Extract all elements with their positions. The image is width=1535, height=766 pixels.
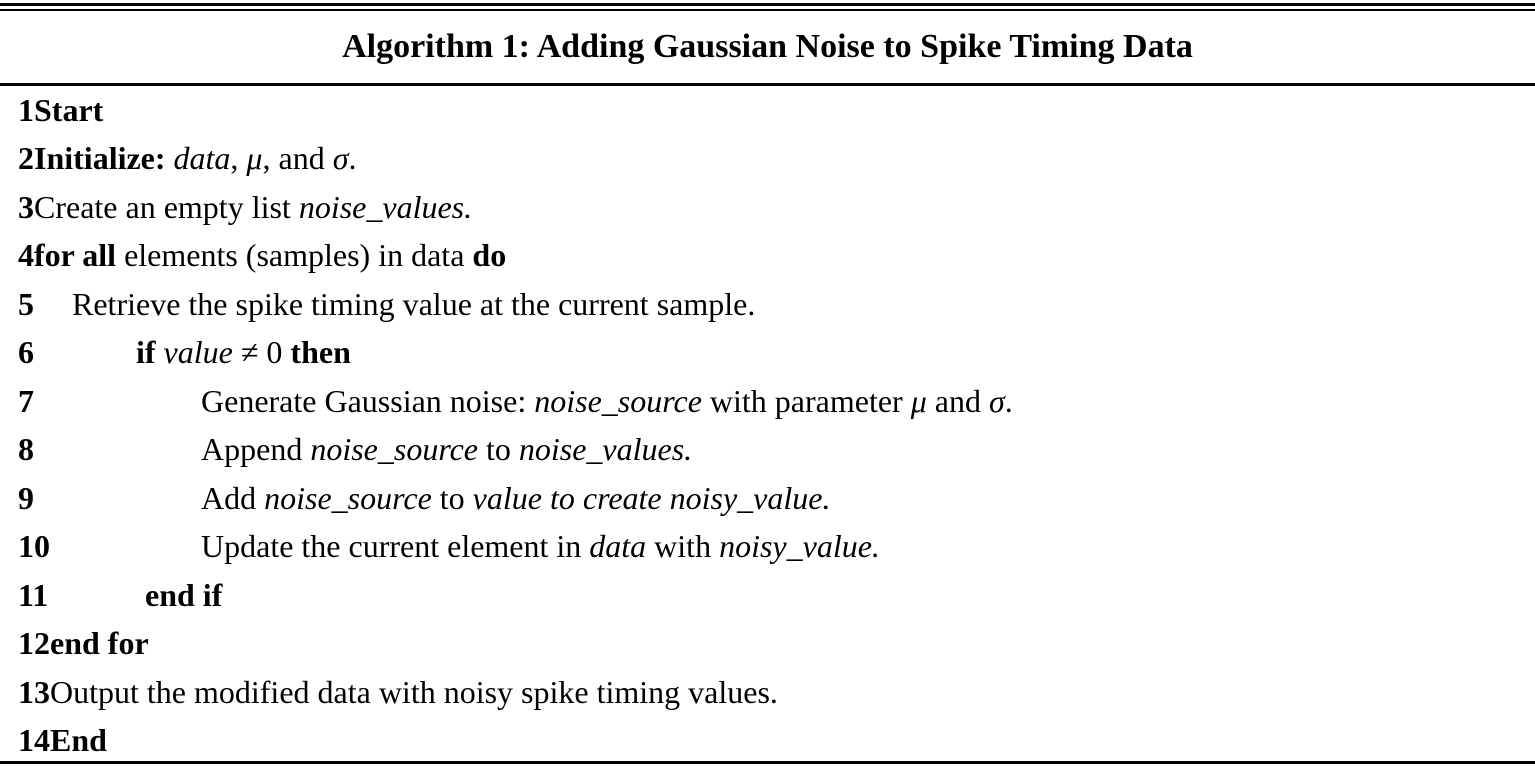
line-segment: Output the modified data with noisy spike timing values. [50, 674, 778, 710]
line-segment: , [230, 140, 247, 176]
line-segment: if [136, 334, 156, 370]
line-number: 10 [18, 528, 50, 564]
line-text [34, 231, 506, 279]
line-segment: ≠ 0 [232, 334, 291, 370]
line-number: 8 [18, 431, 34, 467]
line-segment [166, 140, 174, 176]
line-segment: Add [201, 480, 265, 516]
line-segment: noisy_value. [719, 528, 880, 564]
line-number: 6 [18, 334, 34, 370]
line-segment: data [173, 140, 231, 176]
line-number: 7 [18, 383, 34, 419]
line-segment: value [163, 334, 233, 370]
line-segment: do [472, 237, 507, 273]
line-segment: Update the current element in [201, 528, 590, 564]
line-segment: , and [262, 140, 333, 176]
line-segment: value to create noisy_value. [472, 480, 831, 516]
line-segment: to [431, 480, 473, 516]
line-number: 3 [18, 189, 34, 225]
line-segment: noise_source [264, 480, 432, 516]
line-segment: and [926, 383, 989, 419]
line-segment: Generate Gaussian noise: [201, 383, 535, 419]
line-text [50, 619, 149, 667]
bottom-rule [0, 761, 1535, 764]
line-number: 13 [18, 674, 50, 710]
line-segment: Append [201, 431, 311, 467]
line-number: 2 [18, 140, 34, 176]
line-number: 1 [18, 92, 34, 128]
algorithm-title: Algorithm 1: Adding Gaussian Noise to Spike Timing Data [342, 28, 1193, 65]
line-text [50, 716, 107, 764]
line-segment: σ [332, 140, 349, 176]
line-segment: μ [246, 140, 263, 176]
line-segment: Create an empty list [34, 189, 299, 225]
top-double-rule-inner [0, 9, 1535, 11]
line-segment: with [646, 528, 720, 564]
line-segment: data [589, 528, 647, 564]
line-segment: . [1004, 383, 1013, 419]
line-text [34, 183, 472, 231]
line-segment: end if [145, 577, 223, 613]
line-segment: Start [34, 92, 104, 128]
line-number: 11 [18, 577, 49, 613]
line-number: 14 [18, 722, 50, 758]
line-segment: σ [988, 383, 1005, 419]
line-segment [156, 334, 164, 370]
top-double-rule-outer [0, 3, 1535, 6]
line-text [34, 86, 103, 134]
line-segment: noise_values. [518, 431, 693, 467]
line-text [50, 668, 778, 716]
line-segment: noise_values. [298, 189, 473, 225]
line-text [145, 571, 222, 619]
line-text [201, 377, 1013, 425]
line-number: 9 [18, 480, 34, 516]
line-segment: to [477, 431, 519, 467]
line-segment: with parameter [701, 383, 911, 419]
line-text [34, 134, 356, 182]
line-segment: elements (samples) in data [116, 237, 473, 273]
line-segment: Retrieve the spike timing value at the current sample. [72, 286, 756, 322]
line-number: 12 [18, 625, 50, 661]
line-segment: for all [34, 237, 117, 273]
line-segment: noise_source [534, 383, 702, 419]
line-text [201, 474, 830, 522]
line-segment: end for [50, 625, 149, 661]
line-text [201, 522, 880, 570]
line-segment: Initialize: [34, 140, 166, 176]
line-segment: then [290, 334, 351, 370]
line-number: 5 [18, 286, 34, 322]
line-segment: noise_source [310, 431, 478, 467]
line-segment: End [50, 722, 107, 758]
line-segment: . [348, 140, 357, 176]
header-rule [0, 83, 1535, 86]
line-number: 4 [18, 237, 34, 273]
line-text [201, 425, 692, 473]
line-segment: μ [910, 383, 927, 419]
line-text [72, 280, 755, 328]
line-text [136, 328, 351, 376]
